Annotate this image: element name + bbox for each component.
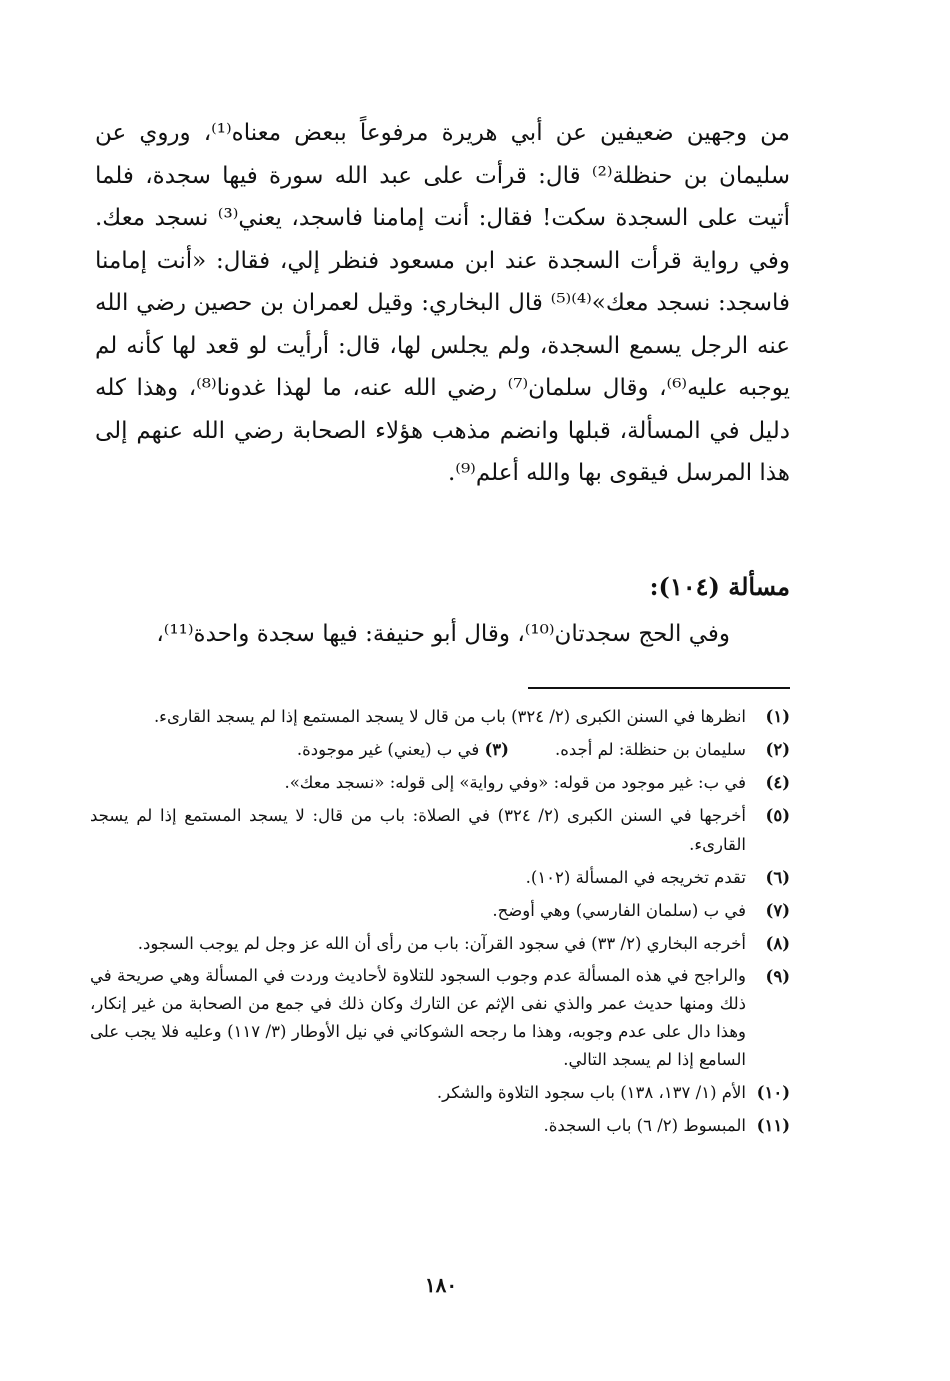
- footnote-text: أخرجه البخاري (٢/ ٣٣) في سجود القرآن: باب من رأى أن الله عز وجل لم يوجب السجود.: [137, 934, 746, 953]
- footnote-text-3: في ب (يعني) غير موجودة.: [296, 740, 480, 759]
- footnote-text: [90, 735, 746, 764]
- footnote-1: [90, 702, 790, 731]
- footnote-5: [90, 801, 790, 859]
- footnote-text: في ب: غير موجود من قوله: «وفي رواية» إلى قوله: «نسجد معك».: [284, 773, 746, 792]
- footnote-number: (٩): [765, 967, 790, 986]
- footnote-11: [90, 1111, 790, 1140]
- footnote-number: (٦): [765, 868, 790, 887]
- continuation-text: وفي الحج سجدتان⁽¹⁰⁾، وقال أبو حنيفة: فيها سجدة واحدة⁽¹¹⁾،: [156, 621, 730, 647]
- footnote-8: [90, 929, 790, 958]
- footnote-number: (٧): [765, 901, 790, 920]
- page-number: ١٨٠: [424, 1273, 458, 1297]
- footnote-text: والراجح في هذه المسألة عدم وجوب السجود للتلاوة لأحاديث وردت في المسألة وهي صريحة في ذلك ومنها حديث عمر والذي نفى الإثم عن التارك وكان ذلك في جمع من الصحابة من غير إنكار، وهذا دال على عدم وجوبه، وهذا ما رجحه الشوكاني في نيل الأوطار (٣/ ١١٧) وعليه فلا يجب على السامع إذا لم يسجد التالي.: [90, 966, 746, 1069]
- footnote-text: في ب (سلمان الفارسي) وهي أوضح.: [492, 901, 746, 920]
- footnote-divider: [528, 687, 790, 689]
- paragraph-text: من وجهين ضعيفين عن أبي هريرة مرفوعاً ببعض معناه⁽¹⁾، وروي عن سليمان بن حنظلة⁽²⁾ قال: قرأت على عبد الله سورة فيها سجدة، فلما أتيت على السجدة سكت! فقال: أنت إمامنا فاسجد، يعني⁽³⁾ نسجد معك. وفي رواية قرأت السجدة عند ابن مسعود فنظر إلي، فقال: «أنت إمامنا فاسجد: نسجد معك»⁽⁴⁾⁽⁵⁾ قال البخاري: وقيل لعمران بن حصين رضي الله عنه الرجل يسمع السجدة، ولم يجلس لها، قال: أرأيت لو قعد لها كأنه لم يوجبه عليه⁽⁶⁾، وقال سلمان⁽⁷⁾ رضي الله عنه، ما لهذا غدونا⁽⁸⁾، وهذا كله دليل في المسألة، قبلها وانضم مذهب هؤلاء الصحابة رضي الله عنهم إلى هذا المرسل فيقوى بها والله أعلم⁽⁹⁾.: [95, 120, 791, 486]
- footnote-10: [90, 1078, 790, 1107]
- footnote-4: [90, 768, 790, 797]
- footnote-number: (٤): [765, 773, 790, 792]
- footnote-text: أخرجها في السنن الكبرى (٢/ ٣٢٤) في الصلاة: باب من قال: لا يسجد المستمع إذا لم يسجد القارىء.: [90, 806, 747, 854]
- footnote-2-3: [90, 735, 790, 764]
- footnotes-list: [90, 702, 790, 1144]
- footnote-number: (٨): [765, 934, 790, 953]
- footnote-number: (٢): [765, 740, 790, 759]
- main-paragraph: [95, 112, 790, 495]
- footnote-6: [90, 863, 790, 892]
- footnote-number: (١): [765, 707, 790, 726]
- issue-heading: مسألة (١٠٤):: [649, 572, 790, 601]
- footnote-number: (١٠): [756, 1083, 790, 1102]
- footnote-9: [90, 962, 790, 1074]
- footnote-text-2: سليمان بن حنظلة: لم أجده.: [554, 740, 746, 759]
- footnote-number: (١١): [756, 1116, 790, 1135]
- footnote-text: تقدم تخريجه في المسألة (١٠٢).: [525, 868, 746, 887]
- footnote-text: المبسوط (٢/ ٦) باب السجدة.: [543, 1116, 746, 1135]
- footnote-7: [90, 896, 790, 925]
- footnote-number: (٥): [765, 806, 790, 825]
- footnote-text: انظرها في السنن الكبرى (٢/ ٣٢٤) باب من قال لا يسجد المستمع إذا لم يسجد القارىء.: [153, 707, 746, 726]
- footnote-text: الأم (١/ ١٣٧، ١٣٨) باب سجود التلاوة والشكر.: [436, 1083, 746, 1102]
- footnote-number-3: (٣): [484, 740, 509, 759]
